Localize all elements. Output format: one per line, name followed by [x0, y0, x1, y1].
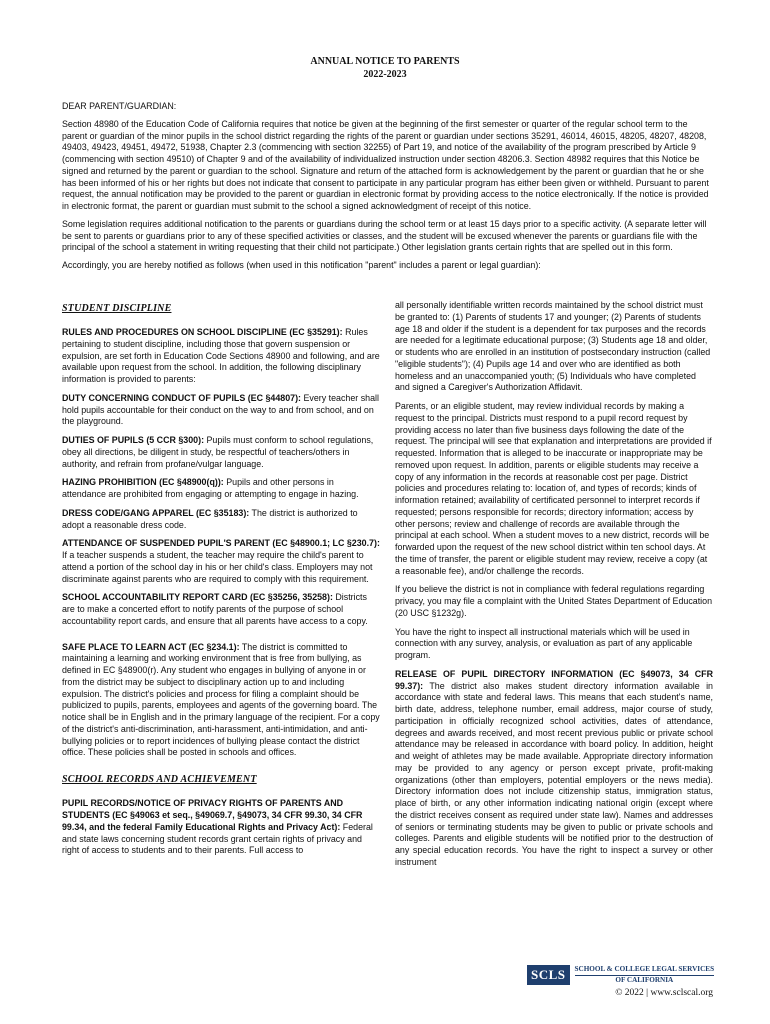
left-column: [62, 300, 380, 864]
safe-place-body: The district is committed to maintaining a learning and working environment that is free from bullying, as defined in EC §48900(r). Any student who engages in bullying of anyone in or from the district may be subject to disciplinary action up to and including expulsion. The district's policies and process for filing a complaint should be publicized to pupils, parents, employees and agents of the governing board. The notice shall be in English and in the primary language of the recipient. For a copy of the district's anti-discrimination, anti-harassment, anti-intimidation, and anti-bullying policies or to report incidences of bullying please contact the district office. These policies shall be posted in schools and offices.: [62, 641, 380, 758]
duty-conduct-heading: DUTY CONCERNING CONDUCT OF PUPILS (EC §44807):: [62, 392, 302, 403]
rules-procedures-body: Rules pertaining to student discipline, including those that govern suspension or expulsion, are set forth in Education Code Sections 48900 and following, and are available upon request from the school. In addition, the following disciplinary information is provided to parents:: [62, 327, 380, 385]
dress-code-heading: DRESS CODE/GANG APPAREL (EC §35183):: [62, 507, 250, 518]
safe-place-heading: SAFE PLACE TO LEARN ACT (EC §234.1):: [62, 641, 240, 652]
section-title-student-discipline: STUDENT DISCIPLINE: [62, 303, 172, 314]
attendance-heading: ATTENDANCE OF SUSPENDED PUPIL'S PARENT (EC §48900.1; LC §230.7):: [62, 538, 380, 549]
scls-logo-mark: SCLS: [527, 965, 570, 984]
pupil-records-body: Federal and state laws concerning student records grant certain rights of privacy and right of access to students and to their parents. Full access to: [62, 821, 373, 856]
sarc-body: Districts are to make a concerted effort to notify parents of the purpose of school accountability report cards, and ensure that all parents have access to a copy.: [62, 592, 368, 626]
duties-body: Pupils must conform to school regulations, obey all directions, be diligent in study, be respectful of teachers/others in authority, and refrain from profane/vulgar language.: [62, 435, 374, 469]
document-title: [0, 55, 770, 81]
notice-title: ANNUAL NOTICE TO PARENTS: [310, 56, 460, 67]
directory-info-heading: RELEASE OF PUPIL DIRECTORY INFORMATION (EC §49073, 34 CFR 99.37):: [395, 668, 713, 691]
intro-section: [62, 101, 712, 278]
scls-logo-text: [575, 965, 715, 985]
copyright-link[interactable]: © 2022 | www.sclscal.org: [615, 988, 713, 998]
section-title-school-records: SCHOOL RECORDS AND ACHIEVEMENT: [62, 774, 257, 786]
right-column: [395, 300, 713, 876]
duty-conduct-body: Every teacher shall hold pupils accountable for their conduct on the way to and from school, and on the playground.: [62, 392, 379, 427]
dress-code-paragraph: [62, 508, 380, 532]
records-review-paragraph: Parents, or an eligible student, may review individual records by making a request to the principal. Districts must respond to a pupil record request by providing access no later than five business days following the date of the request. The principal will see that explanation and interpretations are provided if requested. Information that is alleged to be inaccurate or inappropriate may be removed upon request. In addition, parents or eligible students may receive a copy of any information in the records at reasonable cost per page. District policies and procedures relating to: location of, and types of records; kinds of information retained; availability of certificated personnel to interpret records if requested; persons responsible for records; directory information; access by other persons; review and challenge of records are available through the principal at each school. When a student moves to a new district, records will be forwarded upon the request of the new school district within ten school days. At the time of transfer, the parent or eligible student may review, receive a copy (at a reasonable fee), and/or challenge the records.: [395, 401, 712, 576]
duty-conduct-paragraph: [62, 393, 380, 428]
attendance-body: If a teacher suspends a student, the teacher may require the child's parent to attend a portion of the school day in his or her child's class. Employers may not discriminate against parents who are required to comply with this requirement.: [62, 550, 373, 584]
scls-logo: [527, 965, 717, 985]
hazing-paragraph: [62, 477, 380, 501]
logo-line-1: SCHOOL & COLLEGE LEGAL SERVICES: [575, 965, 715, 976]
duties-heading: DUTIES OF PUPILS (5 CCR §300):: [62, 435, 205, 446]
directory-info-paragraph: [395, 669, 713, 869]
instructional-materials-paragraph: You have the right to inspect all instructional materials which will be used in connection with any survey, analysis, or evaluation as part of any applicable program.: [395, 626, 693, 660]
safe-place-paragraph: [62, 642, 380, 760]
privacy-complaint-paragraph: If you believe the district is not in compliance with federal regulations regarding privacy, you may file a complaint with the United States Department of Education (20 USC §1232g).: [395, 584, 713, 618]
rules-procedures-paragraph: [62, 327, 380, 386]
school-year: 2022-2023: [363, 69, 407, 80]
sarc-paragraph: [62, 592, 380, 627]
records-access-paragraph: all personally identifiable written records maintained by the school district must be granted to: (1) Parents of students 17 and younger; (2) Parents of students age 18 and older if the student is a dependent for tax purposes and the records are needed for a legitimate educational purpose; (3) Students age 18 and older, or students who are enrolled in an institution of postsecondary instruction (called "eligible students"); (4) Pupils age 14 and over who are identified as both homeless and an unaccompanied youth; (5) Individuals who have completed and signed a Caregiver's Authorization Affidavit.: [395, 300, 711, 393]
duties-paragraph: [62, 435, 380, 470]
directory-info-body: The district also makes student directory information available in accordance with state and federal laws. This means that each student's name, birth date, address, telephone number, email address, major course of study, participation in officially recognized school activities, dates of attendance, degrees and awards received, and most recent previous public or private school attendance may be released in accordance with board policy. In addition, height and weight of athletes may be made available. Appropriate directory information may be provided to any agency or person except private, profit-making organizations (other than employers, potential employers or the news media). Directory information does not include citizenship status, immigration status, place of birth, or any other information indicating national origin (except where the district receives consent as required under state law). Names and addresses of seniors or terminating students may be given to public or private schools and colleges. Parents and eligible students will be notified prior to the destruction of any special education records. You have the right to inspect a survey or other instrument: [395, 680, 713, 867]
hazing-body: Pupils and other persons in attendance are prohibited from engaging or attempting to engage in hazing.: [62, 477, 359, 500]
rules-procedures-heading: RULES AND PROCEDURES ON SCHOOL DISCIPLINE (EC §35291):: [62, 327, 343, 338]
dress-code-body: The district is authorized to adopt a reasonable dress code.: [62, 507, 358, 530]
salutation: DEAR PARENT/GUARDIAN:: [62, 101, 177, 111]
sarc-heading: SCHOOL ACCOUNTABILITY REPORT CARD (EC §35256, 35258):: [62, 592, 333, 603]
intro-paragraph-1: Section 48980 of the Education Code of California requires that notice be given at the beginning of the first semester or quarter of the regular school term to the parent or guardian of the minor pupils in the school district regarding the rights of the parent or guardian under sections 35291, 46014, 46015, 48205, 48207, 48208, 49403, 49423, 49451, 49472, 51938, Chapter 2.3 (commencing with section 32255) of Part 19, and notice of the availability of the program prescribed by Article 9 (commencing with section 49510) of Chapter 9 and of the availability of individualized instruction under section 48206.3. Section 48982 requires that this Notice be signed and returned by the parent or guardian to the school. Signature and return of the attached form is acknowledgement by the parent or guardian that he or she has been informed of his or her rights but does not indicate that consent to participate in any particular program has either been given or withheld. Pursuant to parent request, the annual notification may be provided to the parent or guardian in electronic format by providing access to the notice electronically. If the notice is provided in electronic format, the parent or guardian must submit to the school a signed acknowledgment of receipt of this notice.: [62, 118, 709, 211]
logo-line-2: OF CALIFORNIA: [615, 976, 674, 984]
hazing-heading: HAZING PROHIBITION (EC §48900(q)):: [62, 477, 224, 488]
pupil-records-paragraph: [62, 798, 380, 857]
intro-paragraph-3: Accordingly, you are hereby notified as follows (when used in this notification "parent" includes a parent or legal guardian):: [62, 260, 541, 270]
attendance-paragraph: [62, 538, 380, 585]
intro-paragraph-2: Some legislation requires additional notification to the parents or guardians during the school term or at least 15 days prior to a specific activity. (A separate letter will be sent to parents or guardians prior to any of these specified activities or classes, and the student will be excused whenever the parents or guardians file with the principal of the school a statement in writing requesting that their child not participate.) Other legislation grants certain rights that are spelled out in this form.: [62, 218, 707, 253]
footer: [527, 965, 717, 1000]
pupil-records-heading: PUPIL RECORDS/NOTICE OF PRIVACY RIGHTS OF PARENTS AND STUDENTS (EC §49063 et seq., §49069.7, §49073, 34 CFR 99.30, 34 CFR 99.34, and the federal Family Educational Rights and Privacy Act):: [62, 798, 363, 832]
